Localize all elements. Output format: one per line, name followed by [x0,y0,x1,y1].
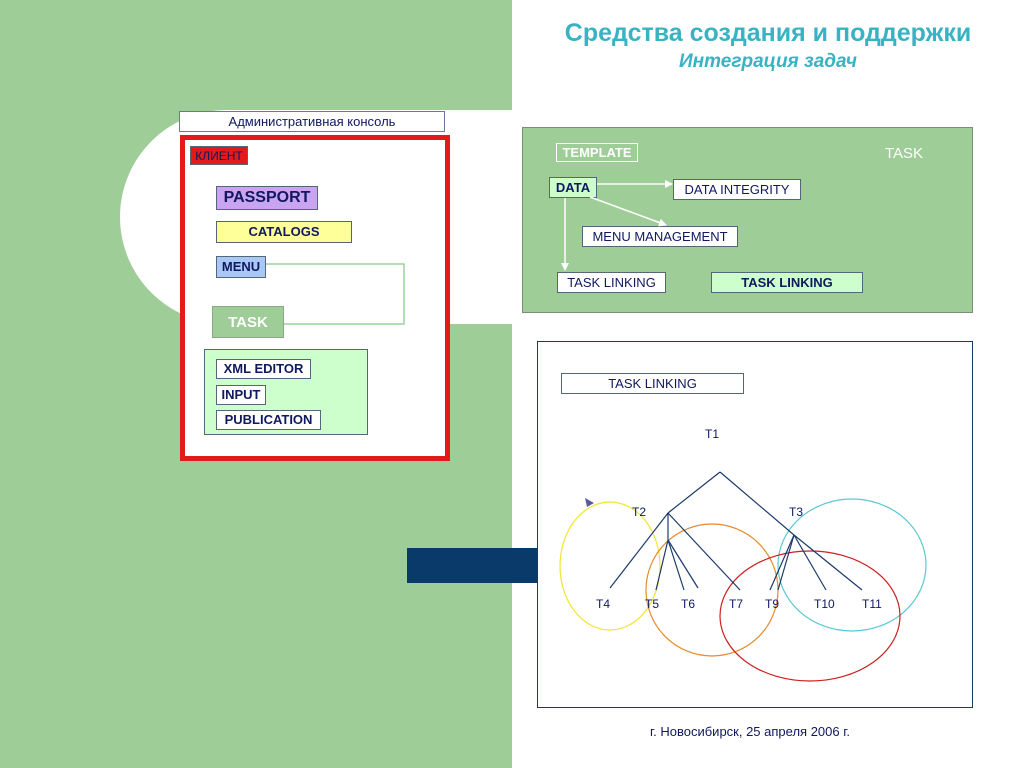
tree-panel-title: TASK LINKING [561,373,744,394]
catalogs-box[interactable]: CATALOGS [216,221,352,243]
input-box[interactable]: INPUT [216,385,266,405]
data-integrity-box[interactable]: DATA INTEGRITY [673,179,801,200]
node-t7: T7 [729,597,744,611]
node-t3: T3 [789,505,804,519]
node-t5: T5 [645,597,660,611]
node-t11: T11 [862,597,882,611]
client-label: КЛИЕНТ [190,146,248,165]
admin-console-header: Административная консоль [179,111,445,132]
slide-subtitle: Интеграция задач [679,51,857,72]
console-task-box[interactable]: TASK [212,306,284,338]
node-t6: T6 [681,597,696,611]
cluster-orange [646,524,778,656]
data-box[interactable]: DATA [549,177,597,198]
node-t10: T10 [814,597,835,611]
node-t1: T1 [705,427,720,441]
task-panel-title: TASK [885,145,924,162]
task-linking-box-a[interactable]: TASK LINKING [557,272,666,293]
menu-management-box[interactable]: MENU MANAGEMENT [582,226,738,247]
publication-box[interactable]: PUBLICATION [216,410,321,430]
slide-title: Средства создания и поддержки [564,19,972,47]
node-t9: T9 [765,597,780,611]
template-box[interactable]: TEMPLATE [556,143,638,162]
slide-footer: г. Новосибирск, 25 апреля 2006 г. [649,724,850,739]
node-t2: T2 [632,505,647,519]
xml-editor-box[interactable]: XML EDITOR [216,359,311,379]
menu-box[interactable]: MENU [216,256,266,278]
cluster-red [720,551,900,681]
passport-box[interactable]: PASSPORT [216,186,318,210]
task-linking-box-b[interactable]: TASK LINKING [711,272,863,293]
node-t4: T4 [596,597,611,611]
